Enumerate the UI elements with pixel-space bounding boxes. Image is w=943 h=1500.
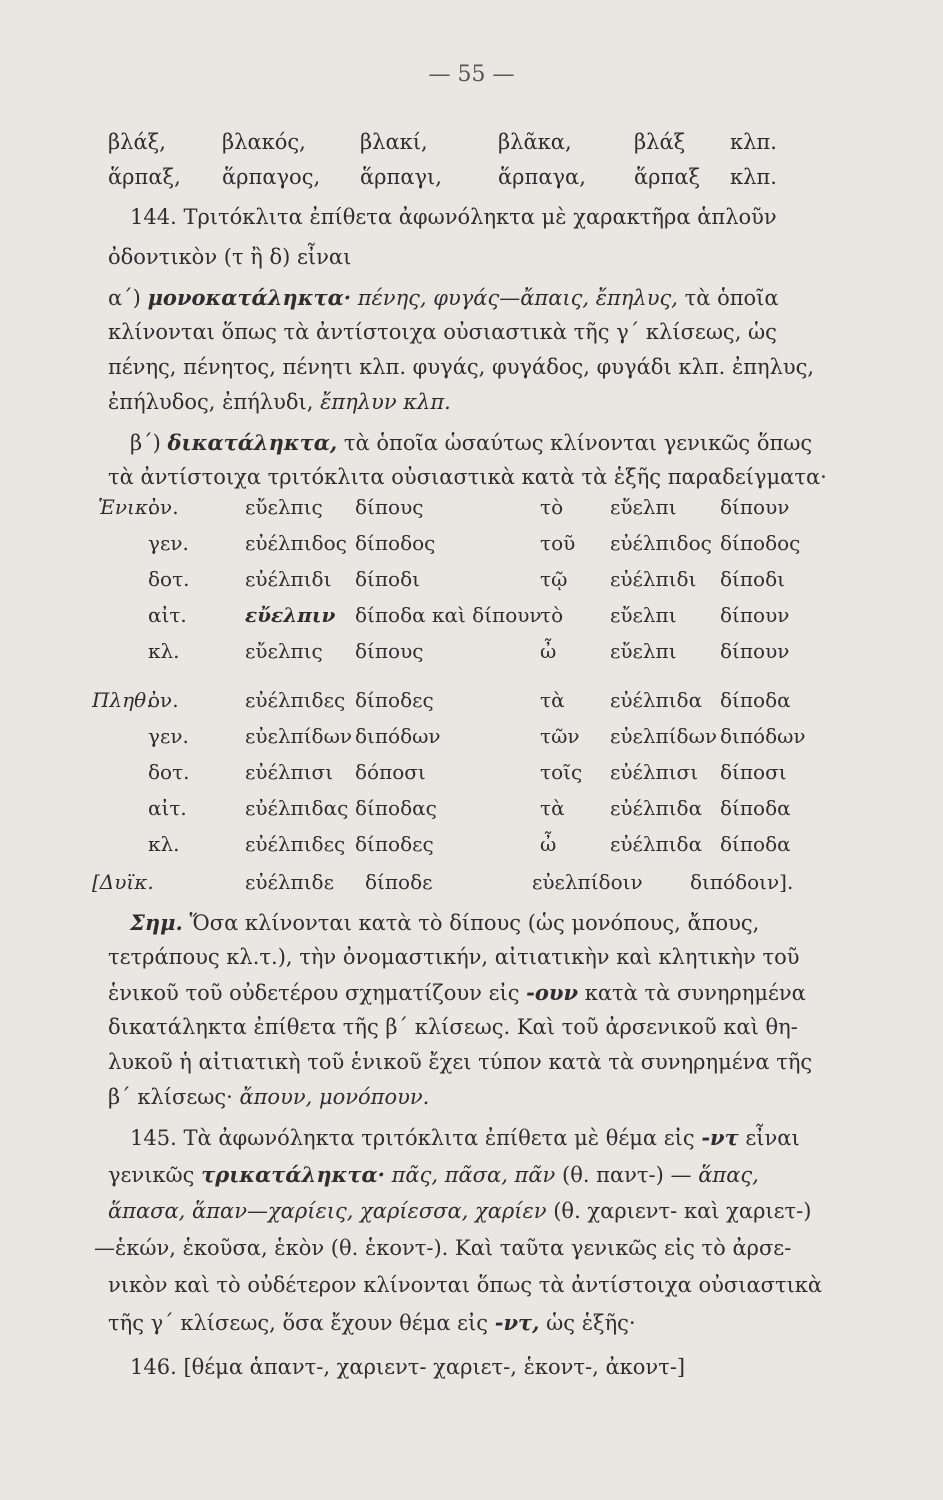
form-cell: δίποδος [355, 531, 436, 555]
form-cell: εὐέλπισι [610, 760, 699, 784]
form-cell: εὐέλπιδας [245, 796, 349, 820]
article-cell: τοῦ [540, 531, 576, 555]
case-label: δοτ. [148, 567, 190, 591]
vocab-word: κλπ. [730, 165, 777, 189]
form-cell: εὔελπιν [245, 603, 336, 627]
paragraph-line: 145. Τὰ ἀφωνόληκτα τριτόκλιτα ἐπίθετα μὲ θέμα εἰς -ντ εἶναι [130, 1125, 800, 1150]
article-cell: τῷ [540, 567, 568, 591]
paragraph-line: ἅπασα, ἅπαν—χαρίεις, χαρίεσσα, χαρίεν (θ. χαριεντ- καὶ χαριετ-) [108, 1199, 812, 1223]
case-label: κλ. [148, 639, 180, 663]
paragraph-line: 144. Τριτόκλιτα ἐπίθετα ἀφωνόληκτα μὲ χαρακτῆρα ἁπλοῦν [130, 205, 777, 229]
form-cell: εὐέλπιδα [610, 796, 703, 820]
article-cell: ὦ [540, 639, 557, 663]
form-cell: διπόδοιν]. [690, 870, 794, 894]
bold-term: δικατάληκτα, [167, 430, 338, 455]
form-cell: εὔελπι [610, 603, 677, 627]
number-label: Πληθ. [92, 688, 153, 712]
paragraph-line: δικατάληκτα ἐπίθετα τῆς β΄ κλίσεως. Καὶ τοῦ ἀρσενικοῦ καὶ θη- [108, 1015, 798, 1039]
paragraph-line: πένης, πένητος, πένητι κλπ. φυγάς, φυγάδος, φυγάδι κλπ. ἐπηλυς, [108, 355, 815, 379]
paragraph-line: —ἑκών, ἑκοῦσα, ἑκὸν (θ. ἑκοντ-). Καὶ ταῦτα γενικῶς εἰς τὸ ἀρσε- [94, 1236, 792, 1260]
paragraph-line: ὀδοντικὸν (τ ἢ δ) εἶναι [108, 245, 352, 269]
form-cell: δίποδας [355, 796, 437, 820]
form-cell: δίποδες [355, 832, 434, 856]
form-cell: δίπους [355, 639, 424, 663]
form-cell: δίποδες [355, 688, 434, 712]
vocab-word: ἅρπαγα, [498, 165, 586, 189]
paragraph-line: β΄ κλίσεως· ἄπουν, μονόπουν. [108, 1085, 430, 1109]
paragraph-line: τῆς γ΄ κλίσεως, ὅσα ἔχουν θέμα εἰς -ντ, ὡς ἑξῆς· [108, 1310, 636, 1335]
form-cell: δίποσι [720, 760, 787, 784]
form-cell: εὐελπίδοιν [532, 870, 643, 894]
form-cell: δίποδα [720, 832, 791, 856]
bold-term: τρικατάληκτα· [201, 1162, 385, 1187]
section-number: 145. [130, 1126, 177, 1150]
article-cell: τοῖς [540, 760, 583, 784]
form-cell: δίποδα καὶ δίπουν [355, 603, 542, 627]
vocab-word: ἅρπαγι, [360, 165, 442, 189]
form-cell: δόποσι [355, 760, 426, 784]
form-cell: δίποδι [355, 567, 420, 591]
form-cell: εὐέλπιδι [610, 567, 697, 591]
paragraph-line: νικὸν καὶ τὸ οὐδέτερον κλίνονται ὅπως τὰ ἀντίστοιχα οὐσιαστικὰ [108, 1273, 823, 1297]
article-cell: τὸ [540, 495, 564, 519]
form-cell: εὔελπις [245, 495, 323, 519]
article-cell: τὰ [540, 796, 565, 820]
case-label: δοτ. [148, 760, 190, 784]
section-number: 144. [130, 205, 177, 229]
form-cell: εὐέλπιδες [245, 832, 346, 856]
vocab-word: βλᾶκα, [498, 130, 572, 154]
article-cell: ὦ [540, 832, 557, 856]
vocab-word: βλάξ [634, 130, 686, 154]
form-cell: δίποδα [720, 796, 791, 820]
form-cell: δίπουν [720, 495, 790, 519]
form-cell: εὐέλπιδα [610, 832, 703, 856]
case-label: αἰτ. [148, 603, 187, 627]
vocab-word: ἅρπαξ [634, 165, 701, 189]
form-cell: εὐελπίδων [610, 724, 718, 748]
vocab-word: βλακί, [360, 130, 428, 154]
number-label: Ἑνικ. [98, 495, 155, 519]
vocab-word: βλακός, [222, 130, 306, 154]
form-cell: εὔελπι [610, 639, 677, 663]
case-label: γεν. [148, 531, 189, 555]
paragraph-line: τὰ ἀντίστοιχα τριτόκλιτα οὐσιαστικὰ κατὰ τὰ ἑξῆς παραδείγματα· [108, 465, 827, 489]
paragraph-line: γενικῶς τρικατάληκτα· πᾶς, πᾶσα, πᾶν (θ. παντ-) — ἅπας, [108, 1162, 759, 1187]
form-cell: δίποδα [720, 688, 791, 712]
bold-term: μονοκατάληκτα· [147, 285, 352, 310]
case-label: ὀν. [148, 688, 179, 712]
section-number: 146. [130, 1355, 177, 1379]
form-cell: εὐέλπιδος [245, 531, 347, 555]
form-cell: δίποδε [365, 870, 433, 894]
article-cell: τὰ [540, 688, 565, 712]
form-cell: εὔελπις [245, 639, 323, 663]
paragraph-line: β΄) δικατάληκτα, τὰ ὁποῖα ὡσαύτως κλίνονται γενικῶς ὅπως [130, 430, 813, 455]
paragraph-line: κλίνονται ὅπως τὰ ἀντίστοιχα οὐσιαστικὰ τῆς γ΄ κλίσεως, ὡς [108, 320, 777, 344]
form-cell: δίποδος [720, 531, 801, 555]
form-cell: εὐέλπιδος [610, 531, 712, 555]
note-label: Σημ. [130, 910, 183, 935]
paragraph-line: λυκοῦ ἡ αἰτιατικὴ τοῦ ἑνικοῦ ἔχει τύπον κατὰ τὰ συνηρημένα τῆς [108, 1050, 813, 1074]
case-label: γεν. [148, 724, 189, 748]
form-cell: εὐέλπιδες [245, 688, 346, 712]
paragraph-line: α΄) μονοκατάληκτα· πένης, φυγάς—ἄπαις, ἔπηλυς, τὰ ὁποῖα [108, 285, 779, 310]
paragraph-line: ἑνικοῦ τοῦ οὐδετέρου σχηματίζουν εἰς -ουν κατὰ τὰ συνηρημένα [108, 980, 806, 1005]
case-label: ὀν. [148, 495, 179, 519]
form-cell: εὐέλπισι [245, 760, 334, 784]
article-cell: τὸ [540, 603, 564, 627]
form-cell: δίπους [355, 495, 424, 519]
form-cell: διπόδων [355, 724, 441, 748]
vocab-word: ἅρπαγος, [222, 165, 321, 189]
article-cell: τῶν [540, 724, 580, 748]
form-cell: διπόδων [720, 724, 806, 748]
form-cell: δίποδι [720, 567, 785, 591]
form-cell: δίπουν [720, 603, 790, 627]
paragraph-line: 146. [θέμα ἁπαντ-, χαριεντ- χαριετ-, ἑκοντ-, ἀκοντ-] [130, 1355, 686, 1379]
vocab-word: ἅρπαξ, [108, 165, 181, 189]
form-cell: εὐέλπιδε [245, 870, 334, 894]
form-cell: εὐέλπιδι [245, 567, 332, 591]
form-cell: δίπουν [720, 639, 790, 663]
vocab-word: βλάξ, [108, 130, 166, 154]
form-cell: εὐέλπιδα [610, 688, 703, 712]
number-label: [Δυϊκ. [92, 870, 154, 894]
paragraph-line: Σημ. Ὅσα κλίνονται κατὰ τὸ δίπους (ὡς μονόπους, ἄπους, [130, 910, 760, 935]
paragraph-line: ἐπήλυδος, ἐπήλυδι, ἔπηλυν κλπ. [108, 390, 451, 414]
case-label: κλ. [148, 832, 180, 856]
form-cell: εὔελπι [610, 495, 677, 519]
form-cell: εὐελπίδων [245, 724, 353, 748]
case-label: αἰτ. [148, 796, 187, 820]
paragraph-line: τετράπους κλ.τ.), τὴν ὀνομαστικήν, αἰτιατικὴν καὶ κλητικὴν τοῦ [108, 945, 800, 969]
page-number: — 55 — [428, 62, 515, 87]
vocab-word: κλπ. [730, 130, 777, 154]
